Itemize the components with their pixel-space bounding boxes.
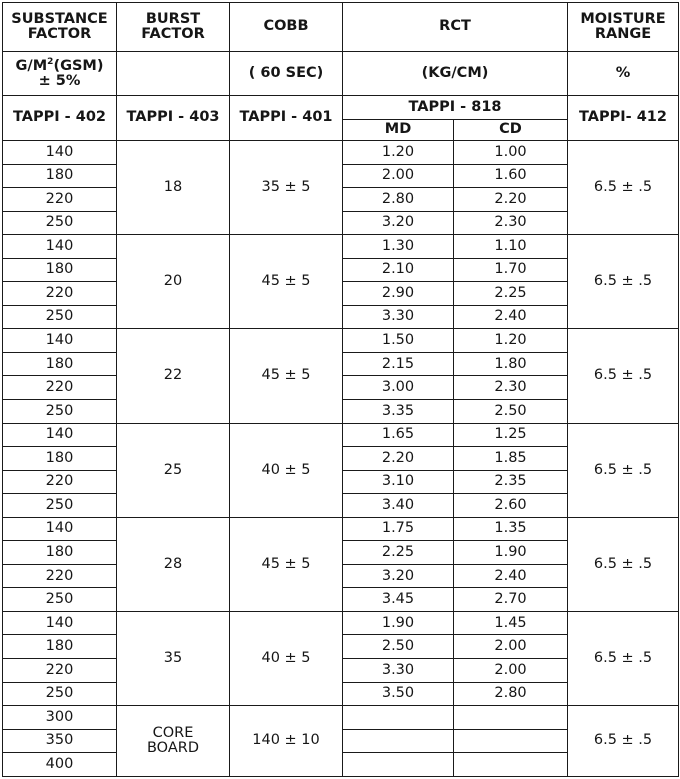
- burst-factor-cell: CORE BOARD: [117, 706, 230, 777]
- rct-cd-cell: 1.25: [454, 423, 568, 447]
- rct-md-cell: 3.30: [343, 305, 454, 329]
- table-body: [3, 141, 679, 777]
- rct-md-cell: 2.10: [343, 258, 454, 282]
- md-header: MD: [343, 120, 454, 141]
- moisture-range-cell: 6.5 ± .5: [568, 423, 679, 517]
- rct-cd-cell: [454, 706, 568, 730]
- gsm-cell: 220: [3, 470, 117, 494]
- moisture-range-cell: 6.5 ± .5: [568, 706, 679, 777]
- substance-unit-superscript: 2: [47, 56, 54, 67]
- rct-md-cell: 2.25: [343, 541, 454, 565]
- substance-unit-gsm: (GSM): [53, 57, 104, 74]
- gsm-cell: 180: [3, 447, 117, 471]
- rct-md-cell: 2.50: [343, 635, 454, 659]
- gsm-cell: 250: [3, 211, 117, 235]
- rct-md-cell: 3.20: [343, 211, 454, 235]
- rct-cd-cell: 1.85: [454, 447, 568, 471]
- rct-cd-cell: 1.80: [454, 352, 568, 376]
- gsm-cell: 250: [3, 494, 117, 518]
- cobb-cell: 45 ± 5: [230, 235, 343, 329]
- rct-cd-cell: 2.25: [454, 282, 568, 306]
- gsm-cell: 140: [3, 235, 117, 259]
- rct-cd-cell: 1.90: [454, 541, 568, 565]
- rct-cd-cell: 1.70: [454, 258, 568, 282]
- gsm-cell: 300: [3, 706, 117, 730]
- gsm-cell: 250: [3, 305, 117, 329]
- rct-md-cell: 1.90: [343, 611, 454, 635]
- gsm-cell: 180: [3, 164, 117, 188]
- table-row: [3, 329, 679, 353]
- rct-md-cell: 3.30: [343, 659, 454, 683]
- rct-md-cell: 2.80: [343, 188, 454, 212]
- rct-md-cell: 3.00: [343, 376, 454, 400]
- rct-md-cell: [343, 729, 454, 753]
- burst-factor-cell: 18: [117, 141, 230, 235]
- substance-factor-header: SUBSTANCE FACTOR: [3, 3, 117, 52]
- rct-cd-cell: 1.20: [454, 329, 568, 353]
- gsm-cell: 250: [3, 682, 117, 706]
- burst-unit-header: [117, 52, 230, 96]
- rct-cd-cell: 2.60: [454, 494, 568, 518]
- rct-cd-cell: 2.30: [454, 376, 568, 400]
- burst-factor-header: BURST FACTOR: [117, 3, 230, 52]
- rct-header: RCT: [343, 3, 568, 52]
- substance-unit-tolerance: ± 5%: [38, 72, 81, 89]
- rct-md-cell: 3.50: [343, 682, 454, 706]
- substance-standard: TAPPI - 402: [3, 96, 117, 141]
- cobb-cell: 45 ± 5: [230, 329, 343, 423]
- rct-md-cell: 3.20: [343, 564, 454, 588]
- rct-md-cell: 3.45: [343, 588, 454, 612]
- rct-cd-cell: 2.50: [454, 400, 568, 424]
- gsm-cell: 220: [3, 659, 117, 683]
- rct-md-cell: 3.35: [343, 400, 454, 424]
- table-row: [3, 141, 679, 165]
- gsm-cell: 350: [3, 729, 117, 753]
- substance-unit-gm: G/M: [15, 57, 48, 74]
- rct-md-cell: 2.15: [343, 352, 454, 376]
- gsm-cell: 220: [3, 188, 117, 212]
- burst-factor-cell: 28: [117, 517, 230, 611]
- cobb-cell: 40 ± 5: [230, 611, 343, 705]
- table-row: [3, 706, 679, 730]
- rct-md-cell: 3.10: [343, 470, 454, 494]
- rct-cd-cell: 2.30: [454, 211, 568, 235]
- moisture-range-cell: 6.5 ± .5: [568, 235, 679, 329]
- rct-md-cell: 1.65: [343, 423, 454, 447]
- moisture-range-cell: 6.5 ± .5: [568, 611, 679, 705]
- header-standard-row: [3, 96, 679, 120]
- rct-md-cell: [343, 706, 454, 730]
- gsm-cell: 180: [3, 258, 117, 282]
- header-unit-row: [3, 52, 679, 96]
- table-row: [3, 517, 679, 541]
- rct-cd-cell: 1.10: [454, 235, 568, 259]
- rct-md-cell: 2.00: [343, 164, 454, 188]
- rct-md-cell: 1.30: [343, 235, 454, 259]
- gsm-cell: 220: [3, 282, 117, 306]
- cobb-unit-header: ( 60 SEC): [230, 52, 343, 96]
- rct-md-cell: 3.40: [343, 494, 454, 518]
- gsm-cell: 140: [3, 423, 117, 447]
- gsm-cell: 220: [3, 376, 117, 400]
- table-row: [3, 235, 679, 259]
- burst-standard: TAPPI - 403: [117, 96, 230, 141]
- cobb-cell: 40 ± 5: [230, 423, 343, 517]
- spec-table: [2, 2, 679, 777]
- moisture-range-cell: 6.5 ± .5: [568, 329, 679, 423]
- rct-cd-cell: [454, 729, 568, 753]
- gsm-cell: 180: [3, 635, 117, 659]
- cobb-cell: 35 ± 5: [230, 141, 343, 235]
- rct-cd-cell: 2.70: [454, 588, 568, 612]
- moisture-range-cell: 6.5 ± .5: [568, 141, 679, 235]
- cd-header: CD: [454, 120, 568, 141]
- rct-md-cell: [343, 753, 454, 777]
- rct-cd-cell: 2.40: [454, 305, 568, 329]
- gsm-cell: 250: [3, 588, 117, 612]
- rct-cd-cell: 2.00: [454, 659, 568, 683]
- moisture-range-header: MOISTURE RANGE: [568, 3, 679, 52]
- rct-cd-cell: 2.80: [454, 682, 568, 706]
- moisture-range-cell: 6.5 ± .5: [568, 517, 679, 611]
- table-header: [3, 3, 679, 141]
- gsm-cell: 250: [3, 400, 117, 424]
- gsm-cell: 220: [3, 564, 117, 588]
- rct-cd-cell: 1.00: [454, 141, 568, 165]
- rct-cd-cell: [454, 753, 568, 777]
- gsm-cell: 140: [3, 141, 117, 165]
- table-row: [3, 611, 679, 635]
- rct-cd-cell: 1.35: [454, 517, 568, 541]
- gsm-cell: 180: [3, 541, 117, 565]
- table-row: [3, 423, 679, 447]
- substance-unit-header: [3, 52, 117, 96]
- gsm-cell: 180: [3, 352, 117, 376]
- gsm-cell: 140: [3, 611, 117, 635]
- moisture-standard: TAPPI- 412: [568, 96, 679, 141]
- rct-cd-cell: 2.00: [454, 635, 568, 659]
- gsm-cell: 400: [3, 753, 117, 777]
- rct-cd-cell: 2.20: [454, 188, 568, 212]
- cobb-cell: 45 ± 5: [230, 517, 343, 611]
- burst-factor-cell: 25: [117, 423, 230, 517]
- burst-factor-cell: 35: [117, 611, 230, 705]
- rct-standard: TAPPI - 818: [343, 96, 568, 120]
- rct-md-cell: 1.20: [343, 141, 454, 165]
- cobb-cell: 140 ± 10: [230, 706, 343, 777]
- rct-cd-cell: 2.35: [454, 470, 568, 494]
- header-title-row: [3, 3, 679, 52]
- rct-md-cell: 1.75: [343, 517, 454, 541]
- cobb-header: COBB: [230, 3, 343, 52]
- rct-md-cell: 1.50: [343, 329, 454, 353]
- rct-cd-cell: 1.60: [454, 164, 568, 188]
- rct-unit-header: (KG/CM): [343, 52, 568, 96]
- burst-factor-cell: 20: [117, 235, 230, 329]
- gsm-cell: 140: [3, 329, 117, 353]
- rct-cd-cell: 1.45: [454, 611, 568, 635]
- cobb-standard: TAPPI - 401: [230, 96, 343, 141]
- moisture-unit-header: %: [568, 52, 679, 96]
- rct-cd-cell: 2.40: [454, 564, 568, 588]
- rct-md-cell: 2.90: [343, 282, 454, 306]
- burst-factor-cell: 22: [117, 329, 230, 423]
- gsm-cell: 140: [3, 517, 117, 541]
- rct-md-cell: 2.20: [343, 447, 454, 471]
